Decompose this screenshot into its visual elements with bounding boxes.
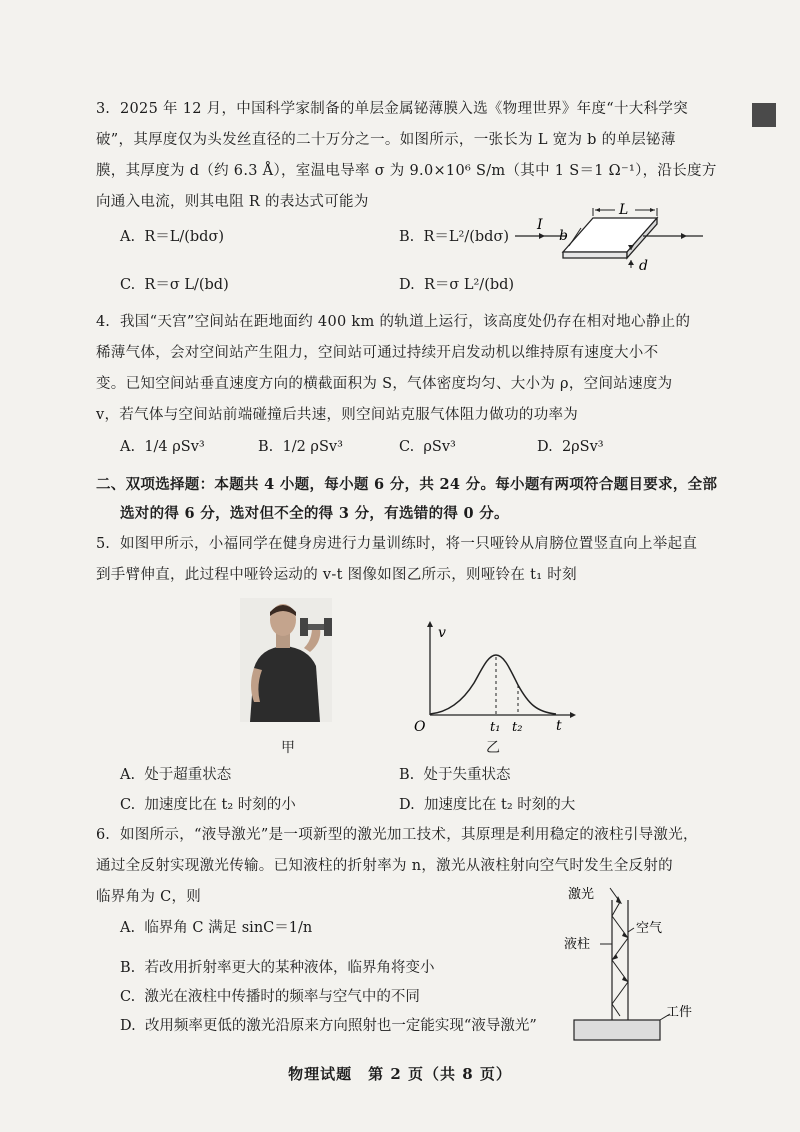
option-label: B. [120, 960, 136, 976]
question-3-option-a[interactable] [120, 227, 224, 247]
option-label: B. [399, 767, 415, 783]
option-text: 改用频率更低的激光沿原来方向照射也一定能实现“液导激光” [144, 1018, 537, 1034]
option-label: A. [120, 767, 136, 783]
graph-origin-label: O [414, 719, 426, 735]
option-label: A. [120, 439, 136, 455]
option-label: C. [120, 989, 136, 1005]
question-3-option-d[interactable] [399, 275, 514, 295]
option-text: R＝σ L/(bd) [144, 277, 229, 293]
question-4-line-1: 我国“天宫”空间站在距地面约 400 km 的轨道上运行，该高度处仍存在相对地心静止的 [120, 314, 691, 330]
option-text: 处于失重状态 [423, 767, 511, 783]
figure-a-caption: 甲 [281, 740, 295, 756]
option-text: R＝σ L²/(bd) [423, 277, 515, 293]
question-3-option-b[interactable] [399, 227, 509, 247]
question-4-option-c[interactable] [399, 437, 456, 457]
option-text: 1/2 ρSv³ [282, 439, 343, 455]
question-3-line-2: 破”，其厚度仅为头发丝直径的二十万分之一。如图所示，一张长为 L 宽为 b 的单层铋薄 [96, 132, 676, 148]
question-3-line-3: 膜，其厚度为 d（约 6.3 Å），室温电导率 σ 为 9.0×10⁶ S/m（其中 1 S＝1 Ω⁻¹），沿长度方 [96, 163, 717, 179]
option-label: A. [120, 920, 136, 936]
option-label: C. [399, 439, 415, 455]
option-text: 1/4 ρSv³ [144, 439, 205, 455]
question-5-option-d[interactable] [399, 795, 575, 815]
graph-y-label: v [438, 625, 446, 641]
page-footer: 物理试题 第 2 页（共 8 页） [288, 1065, 512, 1083]
question-5-number: 5. [96, 536, 110, 552]
graph-t2-label: t₂ [512, 720, 523, 735]
option-text: 加速度比在 t₂ 时刻的小 [144, 797, 296, 813]
question-5-option-a[interactable] [120, 765, 231, 785]
question-3-option-c[interactable] [120, 275, 229, 295]
length-label: L [619, 202, 629, 218]
question-6-number: 6. [96, 827, 110, 843]
question-5-option-b[interactable] [399, 765, 510, 785]
question-4-option-d[interactable] [537, 437, 604, 457]
liquid-laser-figure [560, 884, 700, 1044]
question-6-option-a[interactable] [120, 918, 312, 938]
question-5-option-c[interactable] [120, 795, 296, 815]
option-label: B. [399, 229, 415, 245]
width-label: b [559, 228, 568, 244]
option-label: D. [399, 797, 415, 813]
question-6-option-c[interactable] [120, 987, 420, 1007]
air-label: 空气 [636, 921, 663, 936]
question-6-option-d[interactable] [120, 1016, 537, 1036]
question-4-line-4: v，若气体与空间站前端碰撞后共速，则空间站克服气体阻力做功的功率为 [96, 407, 579, 423]
option-text: ρSv³ [423, 439, 456, 455]
vt-graph [408, 615, 578, 735]
question-4-option-b[interactable] [258, 437, 343, 457]
current-label: I [537, 217, 543, 233]
question-3-number: 3. [96, 101, 110, 117]
graph-t1-label: t₁ [490, 720, 501, 735]
section-2-heading-line-1: 二、双项选择题：本题共 4 小题，每小题 6 分，共 24 分。每小题有两项符合题目要求，全部 [96, 476, 718, 493]
option-label: C. [120, 797, 136, 813]
question-3-line-4: 向通入电流，则其电阻 R 的表达式可能为 [96, 194, 369, 210]
laser-label: 激光 [568, 887, 595, 902]
question-4-option-a[interactable] [120, 437, 205, 457]
question-5-line-1: 如图甲所示，小福同学在健身房进行力量训练时，将一只哑铃从肩膀位置竖直向上举起直 [120, 536, 698, 552]
bismuth-film-figure [515, 198, 705, 280]
option-text: 临界角 C 满足 sinC＝1/n [144, 920, 313, 936]
option-text: R＝L/(bdσ) [144, 229, 225, 245]
question-4-line-2: 稀薄气体，会对空间站产生阻力，空间站可通过持续开启发动机以维持原有速度大小不 [96, 345, 659, 361]
question-6-option-b[interactable] [120, 958, 434, 978]
dumbbell-person-figure [240, 598, 332, 722]
option-label: B. [258, 439, 274, 455]
question-4-number: 4. [96, 314, 110, 330]
option-text: 加速度比在 t₂ 时刻的大 [423, 797, 576, 813]
option-label: D. [537, 439, 553, 455]
question-6-line-2: 通过全反射实现激光传输。已知液柱的折射率为 n，激光从液柱射向空气时发生全反射的 [96, 858, 673, 874]
option-text: 激光在液柱中传播时的频率与空气中的不同 [144, 989, 420, 1005]
option-label: A. [120, 229, 136, 245]
option-label: D. [399, 277, 415, 293]
option-text: 2ρSv³ [561, 439, 604, 455]
option-text: 若改用折射率更大的某种液体，临界角将变小 [144, 960, 435, 976]
question-3-line-1: 2025 年 12 月，中国科学家制备的单层金属铋薄膜入选《物理世界》年度“十大科学突 [120, 101, 688, 117]
option-label: D. [120, 1018, 136, 1034]
liquid-column-label: 液柱 [564, 937, 591, 952]
section-2-heading-line-2: 选对的得 6 分，选对但不全的得 3 分，有选错的得 0 分。 [120, 505, 509, 522]
question-6-line-3: 临界角为 C，则 [96, 889, 202, 905]
option-text: R＝L²/(bdσ) [423, 229, 510, 245]
graph-x-label: t [556, 718, 562, 734]
question-6-line-1: 如图所示，“液导激光”是一项新型的激光加工技术，其原理是利用稳定的液柱引导激光， [120, 827, 698, 843]
question-5-line-2: 到手臂伸直，此过程中哑铃运动的 v-t 图像如图乙所示，则哑铃在 t₁ 时刻 [96, 567, 577, 583]
option-text: 处于超重状态 [144, 767, 232, 783]
option-label: C. [120, 277, 136, 293]
registration-mark [752, 103, 776, 127]
workpiece-label: 工件 [666, 1005, 693, 1020]
thickness-label: d [639, 258, 648, 274]
figure-b-caption: 乙 [486, 740, 500, 756]
question-4-line-3: 变。已知空间站垂直速度方向的横截面积为 S，气体密度均匀、大小为 ρ，空间站速度为 [96, 376, 673, 392]
